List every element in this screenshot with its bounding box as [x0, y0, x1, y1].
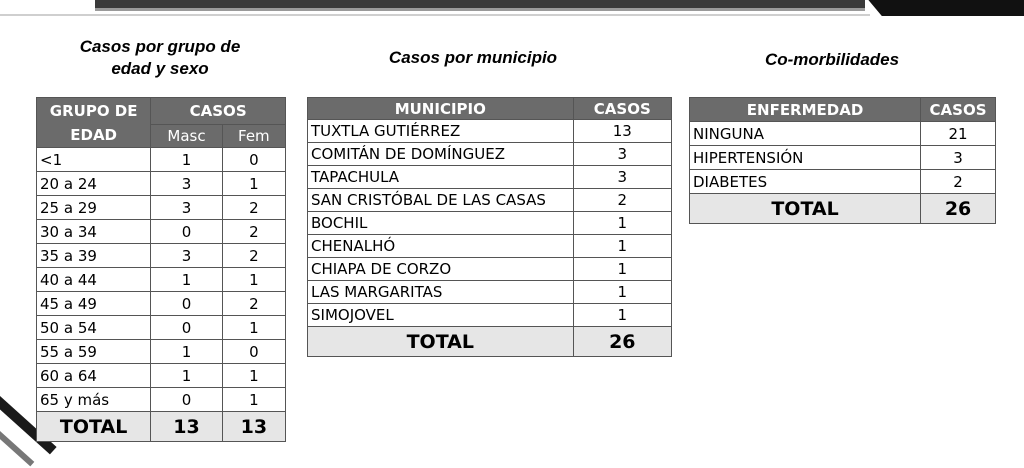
- disease-cases-cell: 3: [921, 146, 996, 170]
- municipio-cases-cell: 1: [573, 212, 671, 235]
- female-cases-cell: 1: [222, 268, 285, 292]
- table-row: [308, 143, 672, 166]
- disease-name-cell: DIABETES: [690, 170, 921, 194]
- age-group-cell: 50 a 54: [37, 316, 151, 340]
- municipio-name-cell: TAPACHULA: [308, 166, 574, 189]
- male-cases-cell: 1: [151, 268, 222, 292]
- municipio-heading: Casos por municipio: [388, 48, 558, 67]
- table-row: [37, 244, 286, 268]
- col-header-municipio: MUNICIPIO: [308, 98, 574, 120]
- col-header-disease: ENFERMEDAD: [690, 98, 921, 122]
- table-row: [37, 196, 286, 220]
- female-cases-cell: 1: [222, 172, 285, 196]
- table-row: [37, 292, 286, 316]
- table-row: [308, 258, 672, 281]
- female-cases-cell: 1: [222, 316, 285, 340]
- total-male: 13: [151, 412, 222, 442]
- male-cases-cell: 1: [151, 340, 222, 364]
- col-header-male: Masc: [151, 125, 222, 148]
- total-label: TOTAL: [37, 412, 151, 442]
- male-cases-cell: 0: [151, 292, 222, 316]
- age-group-cell: 65 y más: [37, 388, 151, 412]
- age-sex-table: [36, 97, 286, 442]
- table-row: [37, 388, 286, 412]
- disease-cases-cell: 2: [921, 170, 996, 194]
- total-label: TOTAL: [308, 327, 574, 357]
- total-row: [690, 194, 996, 224]
- male-cases-cell: 3: [151, 196, 222, 220]
- table-row: [308, 235, 672, 258]
- municipio-cases-cell: 13: [573, 120, 671, 143]
- age-group-cell: 35 a 39: [37, 244, 151, 268]
- age-group-cell: <1: [37, 148, 151, 172]
- top-banner: [0, 0, 1024, 18]
- male-cases-cell: 1: [151, 364, 222, 388]
- disease-name-cell: NINGUNA: [690, 122, 921, 146]
- municipio-name-cell: BOCHIL: [308, 212, 574, 235]
- table-row: [308, 189, 672, 212]
- age-group-cell: 30 a 34: [37, 220, 151, 244]
- male-cases-cell: 1: [151, 148, 222, 172]
- total-female: 13: [222, 412, 285, 442]
- municipio-name-cell: CHENALHÓ: [308, 235, 574, 258]
- female-cases-cell: 2: [222, 196, 285, 220]
- table-row: [308, 166, 672, 189]
- table-row: [37, 268, 286, 292]
- comorbidity-table: [689, 97, 996, 224]
- total-cases: 26: [921, 194, 996, 224]
- col-header-age-group: GRUPO DE EDAD: [37, 98, 151, 148]
- table-row: [690, 146, 996, 170]
- table-row: [308, 281, 672, 304]
- male-cases-cell: 3: [151, 244, 222, 268]
- female-cases-cell: 1: [222, 388, 285, 412]
- table-row: [37, 364, 286, 388]
- banner-bar: [95, 0, 865, 11]
- table-row: [37, 172, 286, 196]
- municipio-cases-cell: 3: [573, 143, 671, 166]
- female-cases-cell: 0: [222, 340, 285, 364]
- municipio-name-cell: TUXTLA GUTIÉRREZ: [308, 120, 574, 143]
- female-cases-cell: 2: [222, 220, 285, 244]
- female-cases-cell: 1: [222, 364, 285, 388]
- municipio-name-cell: CHIAPA DE CORZO: [308, 258, 574, 281]
- age-sex-heading: [40, 36, 280, 80]
- age-sex-heading-line1: Casos por grupo de: [79, 37, 241, 56]
- male-cases-cell: 0: [151, 388, 222, 412]
- disease-name-cell: HIPERTENSIÓN: [690, 146, 921, 170]
- municipio-cases-cell: 1: [573, 304, 671, 327]
- male-cases-cell: 3: [151, 172, 222, 196]
- municipio-table: [307, 97, 672, 357]
- female-cases-cell: 2: [222, 292, 285, 316]
- table-row: [308, 120, 672, 143]
- total-label: TOTAL: [690, 194, 921, 224]
- municipio-name-cell: SIMOJOVEL: [308, 304, 574, 327]
- male-cases-cell: 0: [151, 316, 222, 340]
- municipio-name-cell: LAS MARGARITAS: [308, 281, 574, 304]
- disease-cases-cell: 21: [921, 122, 996, 146]
- table-row: [37, 316, 286, 340]
- table-row: [37, 220, 286, 244]
- col-header-cases: CASOS: [573, 98, 671, 120]
- table-row: [690, 170, 996, 194]
- municipio-name-cell: SAN CRISTÓBAL DE LAS CASAS: [308, 189, 574, 212]
- age-group-cell: 20 a 24: [37, 172, 151, 196]
- municipio-cases-cell: 1: [573, 235, 671, 258]
- municipio-name-cell: COMITÁN DE DOMÍNGUEZ: [308, 143, 574, 166]
- total-row: [308, 327, 672, 357]
- table-row: [37, 340, 286, 364]
- female-cases-cell: 0: [222, 148, 285, 172]
- table-row: [308, 304, 672, 327]
- age-group-cell: 55 a 59: [37, 340, 151, 364]
- comorbidity-heading: Co-morbilidades: [764, 50, 900, 69]
- table-row: [690, 122, 996, 146]
- total-cases: 26: [573, 327, 671, 357]
- col-header-cases: CASOS: [151, 98, 286, 125]
- male-cases-cell: 0: [151, 220, 222, 244]
- col-header-female: Fem: [222, 125, 285, 148]
- table-row: [37, 148, 286, 172]
- age-group-cell: 45 a 49: [37, 292, 151, 316]
- banner-corner-decoration: [860, 0, 1024, 16]
- age-group-cell: 40 a 44: [37, 268, 151, 292]
- age-sex-heading-line2: edad y sexo: [111, 59, 209, 78]
- female-cases-cell: 2: [222, 244, 285, 268]
- age-group-cell: 25 a 29: [37, 196, 151, 220]
- col-header-cases: CASOS: [921, 98, 996, 122]
- age-group-cell: 60 a 64: [37, 364, 151, 388]
- municipio-cases-cell: 3: [573, 166, 671, 189]
- municipio-cases-cell: 1: [573, 281, 671, 304]
- total-row: [37, 412, 286, 442]
- municipio-cases-cell: 2: [573, 189, 671, 212]
- table-row: [308, 212, 672, 235]
- municipio-cases-cell: 1: [573, 258, 671, 281]
- banner-rule: [0, 14, 870, 16]
